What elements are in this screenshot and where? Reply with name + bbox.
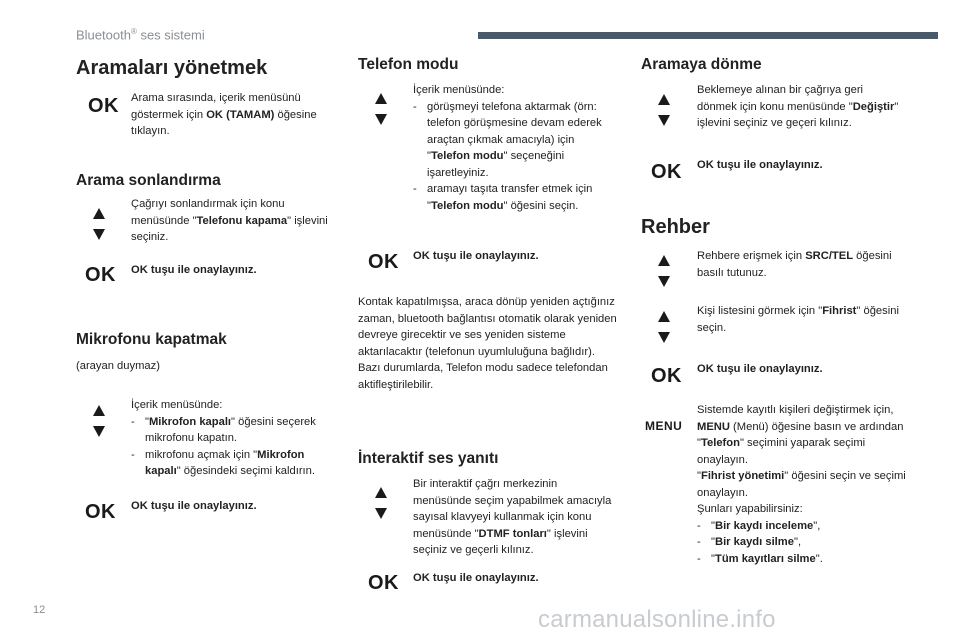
heading-phonebook: Rehber <box>641 216 710 238</box>
up-down-arrows-icon <box>374 93 388 125</box>
heading-ivr: İnteraktif ses yanıtı <box>358 450 499 467</box>
up-down-arrows-icon <box>657 255 671 287</box>
up-down-arrows-icon <box>657 94 671 126</box>
ok-key-icon: OK <box>368 251 399 273</box>
ok-key-icon: OK <box>88 95 119 117</box>
mute-ok-text: OK tuşu ile onaylayınız. <box>131 500 257 512</box>
ok-key-icon: OK <box>85 264 116 286</box>
header-bar <box>478 32 938 39</box>
mute-list: İçerik menüsünde: - "Mikrofon kapalı" öğesini seçerek mikrofonu kapatın. - mikrofonu açmak için "Mikrofon kapalı" öğesindeki seçimi kaldırın. <box>131 399 316 477</box>
heading-mute: Mikrofonu kapatmak <box>76 331 227 348</box>
phonebook-ok-text: OK tuşu ile onaylayınız. <box>697 363 823 375</box>
menu-key-icon: MENU <box>645 419 683 433</box>
edit-contacts-text: Sistemde kayıtlı kişileri değiştirmek için, MENU (Menü) öğesine basın ve ardından "Telefon" seçimini yaparak seçimi onaylayın. "Fihrist yönetimi" öğesini seçin ve seçimi onaylayın. Şunları yapabilirsiniz: - "Bir kaydı inceleme", - "Bir kaydı silme", - "Tüm kayıtları silme". <box>697 404 906 565</box>
heading-phone-mode: Telefon modu <box>358 56 459 73</box>
phone-mode-note: Kontak kapatılmışsa, araca dönüp yeniden açtığınız zaman, bluetooth bağlantısı otomatik olarak yeniden devreye girecektir ve ses yeniden sisteme aktarılacaktır (telefonun uyumluluğuna bağlıdır). Bazı durumlarda, Telefon modu sadece telefondan aktifleştirilebilir. <box>358 296 617 391</box>
ivr-ok-text: OK tuşu ile onaylayınız. <box>413 572 539 584</box>
return-ok-text: OK tuşu ile onaylayınız. <box>697 159 823 171</box>
manage-text: Arama sırasında, içerik menüsünü göstermek için OK (TAMAM) öğesine tıklayın. <box>131 92 317 137</box>
heading-end-call: Arama sonlandırma <box>76 172 221 189</box>
phone-mode-list: İçerik menüsünde: - görüşmeyi telefona aktarmak (örn: telefon görüşmesine devam ederek araçtan çıkmak amacıyla) için "Telefon modu" seçeneğini işaretleyiniz. - aramayı taşıta transfer etmek için "Telefon modu" öğesini seçin. <box>413 84 602 212</box>
ok-key-icon: OK <box>85 501 116 523</box>
up-down-arrows-icon <box>657 311 671 343</box>
end-call-text: Çağrıyı sonlandırmak için konu menüsünde "Telefonu kapama" işlevini seçiniz. <box>131 198 328 243</box>
running-header: Bluetooth® ses sistemi <box>76 27 205 43</box>
up-down-arrows-icon <box>92 405 106 437</box>
up-down-arrows-icon <box>374 487 388 519</box>
ok-key-icon: OK <box>651 365 682 387</box>
phone-ok-text: OK tuşu ile onaylayınız. <box>413 250 539 262</box>
mute-sub: (arayan duymaz) <box>76 360 160 372</box>
return-text: Beklemeye alınan bir çağrıya geri dönmek için konu menüsünde "Değiştir" işlevini seçiniz ve geçeri kılınız. <box>697 84 899 129</box>
ivr-text: Bir interaktif çağrı merkezinin menüsünde seçim yapabilmek amacıyla sayısal klavyeyi kullanmak için konu menüsünde "DTMF tonları" işlevini seçiniz ve geçerli kılınız. <box>413 478 612 556</box>
page-number: 12 <box>33 604 46 616</box>
watermark: carmanualsonline.info <box>538 606 776 633</box>
end-ok-text: OK tuşu ile onaylayınız. <box>131 264 257 276</box>
up-down-arrows-icon <box>92 208 106 240</box>
phonebook-access-text: Rehbere erişmek için SRC/TEL öğesini basılı tutunuz. <box>697 250 892 279</box>
heading-return-call: Aramaya dönme <box>641 56 762 73</box>
ok-key-icon: OK <box>651 161 682 183</box>
heading-manage-calls: Aramaları yönetmek <box>76 57 268 79</box>
ok-key-icon: OK <box>368 572 399 594</box>
contact-list-text: Kişi listesini görmek için "Fihrist" öğesini seçin. <box>697 305 899 334</box>
